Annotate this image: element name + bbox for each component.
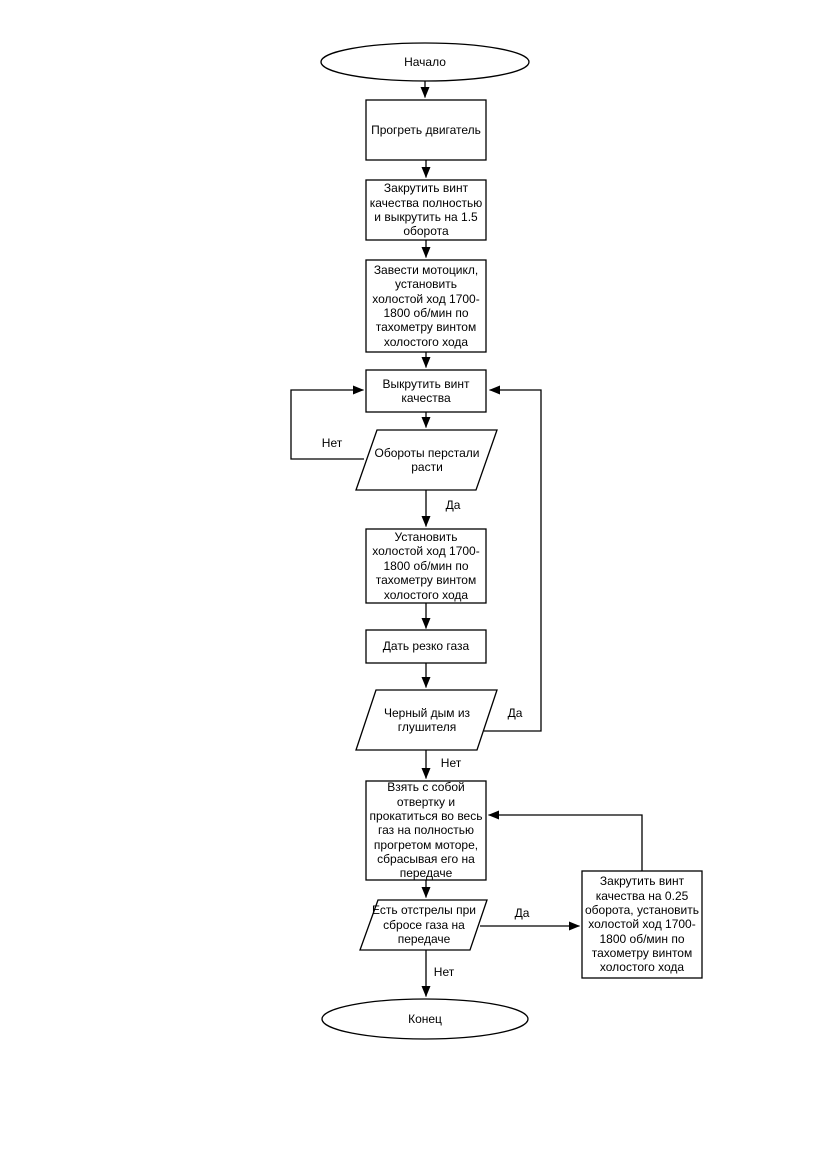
warm-engine-label: Прогреть двигатель [371, 122, 481, 137]
rev-throttle-shape [366, 630, 486, 663]
black-smoke-label: Черный дым из глушителя [383, 705, 471, 734]
close-quarter-turn-shape [582, 871, 702, 978]
edge-label-rpmstop-no: Нет [321, 436, 343, 450]
warm-engine-shape [366, 100, 486, 160]
end-label: Конец [408, 1011, 442, 1026]
shapes [321, 43, 702, 1039]
edge-label-smoke-yes: Да [507, 706, 523, 720]
close-quarter-turn-label: Закрутить винт качества на 0.25 оборота, установить холостой ход 1700-1800 об/мин по тахометру винтом холостого хода [584, 874, 700, 975]
close-screw-shape [366, 180, 486, 240]
start-bike-label: Завести мотоцикл, установить холостой ход 1700-1800 об/мин по тахометру винтом холостого хода [372, 262, 480, 349]
unscrew-shape [366, 370, 486, 412]
close-screw-label: Закрутить винт качества полностью и выкрутить на 1.5 оборота [369, 181, 483, 239]
rpm-stop-label: Обороты перстали расти [374, 445, 480, 474]
rpm-stop-decision-shape [356, 430, 497, 490]
test-ride-shape [366, 781, 486, 880]
rev-throttle-label: Дать резко газа [382, 639, 470, 654]
connector-quarterturn-to-ride-loop [489, 815, 643, 871]
backfire-decision-shape [360, 900, 487, 950]
edge-label-smoke-no: Нет [440, 756, 462, 770]
end-terminator-shape [322, 999, 528, 1039]
set-idle-label: Установить холостой ход 1700-1800 об/мин по тахометру винтом холостого хода [372, 530, 480, 602]
edge-label-backfire-yes: Да [514, 906, 530, 920]
test-ride-label: Взять с собой отвертку и прокатиться во весь газ на полностью прогретом моторе, сбрасывая его на передаче [369, 780, 483, 881]
unscrew-label: Выкрутить винт качества [382, 376, 470, 405]
edge-label-rpmstop-yes: Да [445, 498, 461, 512]
start-terminator-shape [321, 43, 529, 81]
edge-label-backfire-no: Нет [433, 965, 455, 979]
set-idle-shape [366, 529, 486, 603]
start-bike-shape [366, 260, 486, 352]
start-label: Начало [404, 54, 446, 69]
backfire-label: Есть отстрелы при сбросе газа на передаче [372, 903, 477, 947]
connector-rpmstop-no-loop [291, 390, 364, 459]
black-smoke-decision-shape [356, 690, 497, 750]
